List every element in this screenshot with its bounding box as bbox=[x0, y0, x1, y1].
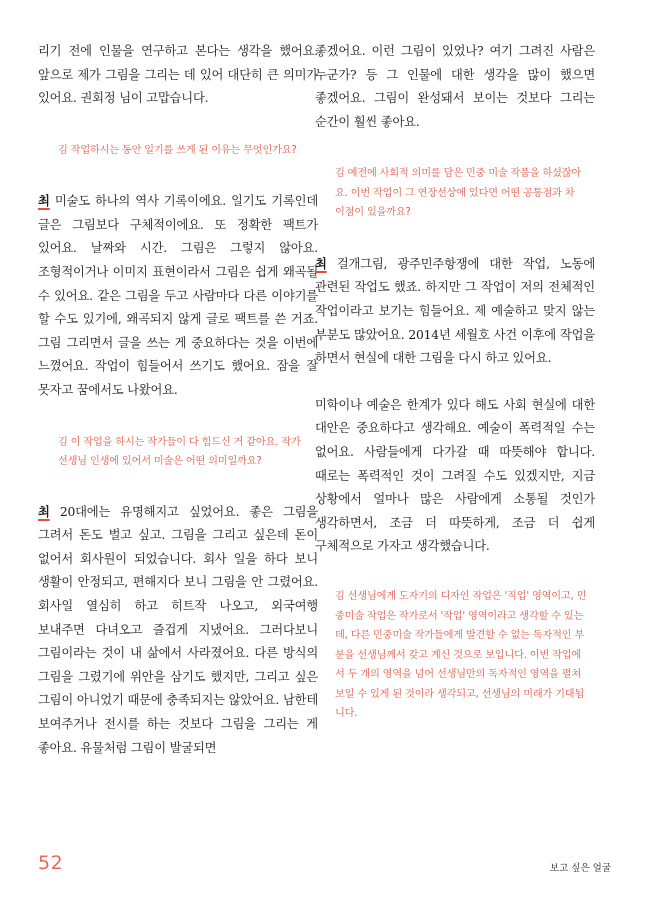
answer-continuation: 좋겠어요. 이런 그림이 있었나? 여기 그려진 사람은 누군가? 등 그 인물에 대한 생각을 많이 했으면 좋겠어요. 그림이 완성돼서 보이는 것보다 그리는 순간이 훨씬 좋아요. bbox=[315, 44, 595, 129]
interview-question: 김 작업하시는 동안 일기를 쓰게 된 이유는 무엇인가요? bbox=[58, 144, 297, 156]
interview-answer bbox=[38, 189, 318, 402]
interview-question: 김 이 작업을 하시는 작가들이 다 힘드신 거 같아요. 작가 선생님 인생에 있어서 미술은 어떤 의미일까요? bbox=[58, 436, 301, 468]
answer-continuation: 리기 전에 인물을 연구하고 본다는 생각을 했어요. 앞으로 제가 그림을 그리는 데 있어 대단히 큰 의미가 있어요. 권회정 님이 고맙습니다. bbox=[38, 44, 318, 106]
answer-paragraph: 미학이나 예술은 한계가 있다 해도 사회 현실에 대한 대안은 중요하다고 생각해요. 예술이 폭력적일 수는 없어요. 사람들에게 다가갈 때 따뜻해야 합니다. 때로는 폭력적인 것이 그려질 수도 있겠지만, 지금 상황에서 얼마나 많은 사람에게 소통될 것인가 생각하면서, 조금 더 따뜻하게, 조금 더 쉽게 구체적으로 가자고 생각했습니다. bbox=[315, 397, 595, 554]
answer-text: 미술도 하나의 역사 기록이에요. 일기도 기록인데 글은 그림보다 구체적이에요. 또 정확한 팩트가 있어요. 날짜와 시간. 그림은 그렇지 않아요. 조형적이거나 이미지 표현이라서 그림은 쉽게 왜곡될 수 있어요. 같은 그림을 두고 사람마다 다른 이야기를 할 수도 있기에, 왜곡되지 않게 글로 팩트를 쓴 거죠. 그림 그리면서 글을 쓰는 게 중요하다는 것을 이번에 느꼈어요. 작업이 힘들어서 쓰기도 했어요. 잠을 잘 못자고 꿈에서도 나왔어요. bbox=[38, 194, 318, 398]
interview-question: 김 선생님에게 도자기의 디자인 작업은 '직업' 영역이고, 민중미술 작업은 작가로서 '작업' 영역이라고 생각할 수 있는데, 다른 민중미술 작가들에게 발견할 수 없는 독자적인 부분을 선생님께서 갖고 계신 것으로 보입니다. 이번 작업에서 두 개의 영역을 넘어 선생님만의 독자적인 영역을 펼쳐 보일 수 있게 된 것이라 생각되고, 선생님의 미래가 기대됩니다. bbox=[335, 591, 587, 719]
answer-text: 20대에는 유명해지고 싶었어요. 좋은 그림을 그려서 돈도 벌고 싶고. 그림을 그리고 싶은데 돈이 없어서 회사원이 되었습니다. 회사 일을 하다 보니 생활이 안정되고, 편해지다 보니 그림을 안 그렸어요. 회사일 열심히 하고 히트작 나오고, 외국여행 보내주면 다녀오고 즐겁게 지냈어요. 그러다보니 그림이라는 것이 내 삶에서 사라졌어요. 다른 방식의 그림을 그렸기에 위안을 삼기도 했지만, 그리고 싶은 그림이 아니었기 때문에 충족되지는 않았어요. 남한테 보여주거나 전시를 하는 것보다 그림을 그리는 게 좋아요. 유물처럼 그림이 발굴되면 bbox=[38, 504, 318, 755]
speaker-label: 최 bbox=[315, 255, 327, 271]
interview-answer bbox=[38, 500, 318, 761]
interview-question: 김 예전에 사회적 의미를 담은 민중 미술 작품을 하셨잖아요. 이번 작업이 그 연장선상에 있다면 어떤 공통점과 차이점이 있을까요? bbox=[335, 168, 582, 219]
speaker-label: 최 bbox=[38, 503, 50, 519]
running-title: 보고 싶은 얼굴 bbox=[549, 863, 611, 874]
page-number: 52 bbox=[38, 852, 64, 874]
answer-text: 걸개그림, 광주민주항쟁에 대한 작업, 노동에 관련된 작업도 했죠. 하지만 그 작업이 저의 전체적인 작업이라고 보기는 힘들어요. 제 예술하고 맞지 않는 부분도 많았어요. 2014년 세월호 사건 이후에 작업을 하면서 현실에 대한 그림을 다시 하고 있어요. bbox=[315, 256, 595, 366]
speaker-label: 최 bbox=[38, 193, 50, 209]
right-column bbox=[315, 40, 595, 724]
left-column bbox=[38, 40, 318, 760]
interview-answer bbox=[315, 252, 595, 371]
